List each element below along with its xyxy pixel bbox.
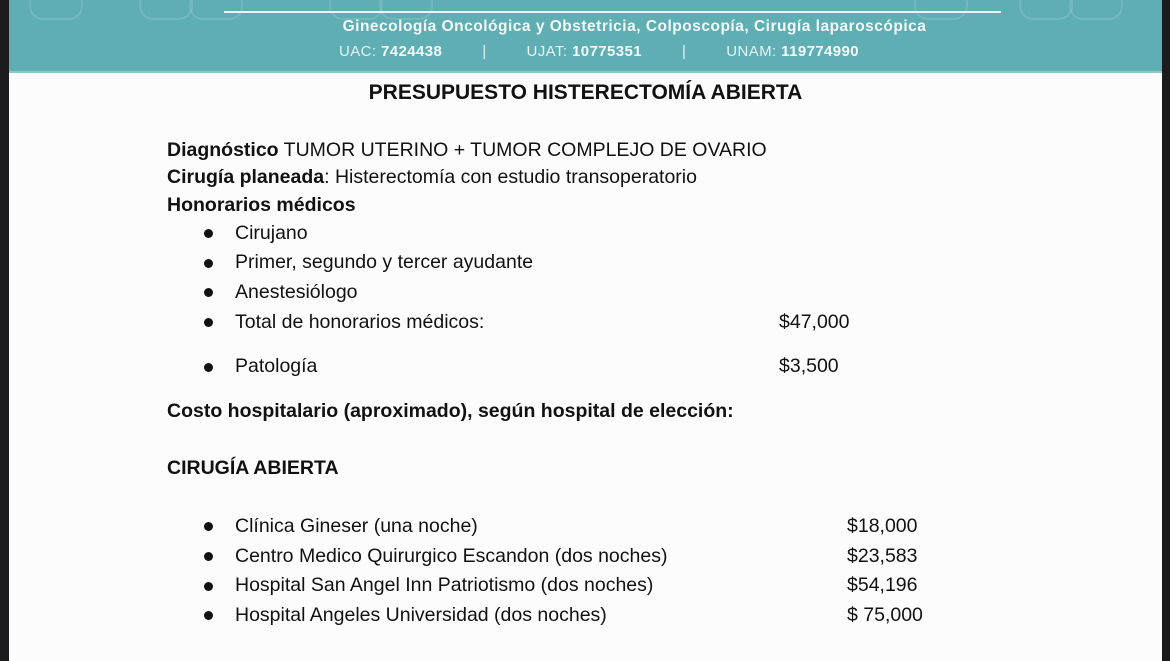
fee-item-label: Cirujano [235, 222, 308, 244]
surgery-value: : Histerectomía con estudio transoperatorio [324, 166, 697, 188]
watermark-logo-icon [1069, 0, 1123, 20]
diagnosis-label: Diagnóstico [167, 139, 279, 161]
credential-ujat: UJAT: 10775351 [526, 43, 642, 60]
diagnosis-line [167, 139, 767, 162]
section-heading: CIRUGÍA ABIERTA [167, 457, 339, 479]
surgery-label: Cirugía planeada [167, 166, 325, 188]
watermark-logo-icon [29, 0, 83, 20]
hospital-amount: $18,000 [847, 515, 918, 537]
fees-heading: Honorarios médicos [167, 194, 356, 216]
watermark-logo-icon [189, 0, 243, 20]
surgery-line [167, 166, 697, 189]
bullet-icon [204, 259, 213, 268]
specialties-text: Ginecología Oncológica y Obstetricia, Colposcopía, Cirugía laparoscópica [342, 18, 927, 35]
diagnosis-value: TUMOR UTERINO + TUMOR COMPLEJO DE OVARIO [278, 139, 767, 161]
hospital-label: Centro Medico Quirurgico Escandon (dos noches) [235, 545, 668, 567]
banner-divider [224, 11, 1001, 13]
fee-item-amount: $3,500 [779, 355, 839, 377]
credential-unam: UNAM: 119774990 [726, 43, 860, 60]
fee-item-label: Primer, segundo y tercer ayudante [235, 251, 534, 273]
hospital-label: Clínica Gineser (una noche) [235, 515, 478, 537]
separator: | [681, 43, 687, 60]
hospital-label: Hospital San Angel Inn Patriotismo (dos noches) [235, 574, 654, 596]
letterhead-banner [9, 0, 1162, 73]
credential-uac: UAC: 7424438 [339, 43, 443, 60]
watermark-logo-icon [914, 0, 968, 20]
watermark-logo-icon [329, 0, 383, 20]
separator: | [482, 43, 487, 60]
hospital-amount: $ 75,000 [847, 604, 923, 626]
hospital-amount: $23,583 [847, 545, 918, 567]
fee-item-amount: $47,000 [779, 311, 850, 333]
document-page [9, 0, 1162, 661]
bullet-icon [204, 582, 213, 591]
fee-item-label: Patología [235, 355, 318, 377]
watermark-logo-icon [1019, 0, 1073, 20]
bullet-icon [204, 522, 213, 531]
credentials-line [339, 43, 859, 60]
fee-item-label: Total de honorarios médicos: [235, 311, 485, 333]
document-title: PRESUPUESTO HISTERECTOMÍA ABIERTA [368, 81, 803, 104]
watermark-logo-icon [379, 0, 433, 20]
hospital-amount: $54,196 [847, 574, 918, 596]
hospital-label: Hospital Angeles Universidad (dos noches) [235, 604, 607, 626]
bullet-icon [204, 229, 213, 238]
fee-item-label: Anestesiólogo [235, 281, 358, 303]
bullet-icon [204, 363, 213, 372]
bullet-icon [204, 288, 213, 297]
hospital-cost-heading: Costo hospitalario (aproximado), según hospital de elección: [167, 400, 734, 422]
bullet-icon [204, 552, 213, 561]
watermark-logo-icon [139, 0, 193, 20]
bullet-icon [204, 318, 213, 327]
bullet-icon [204, 611, 213, 620]
